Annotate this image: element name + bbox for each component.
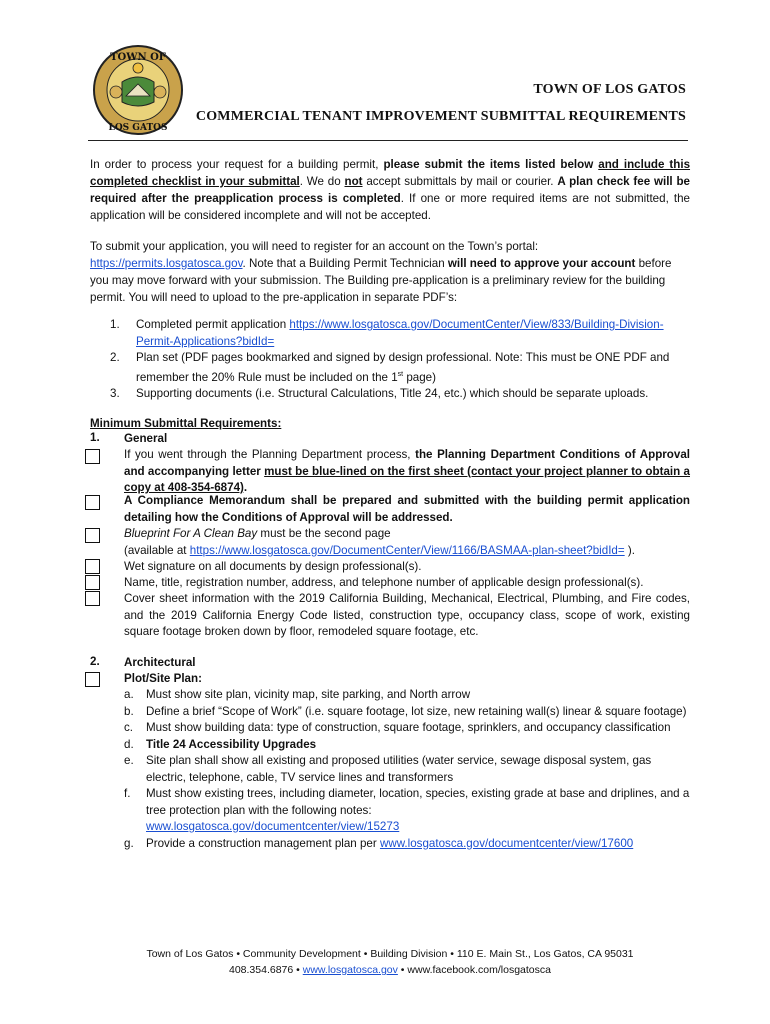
section-number-architectural: 2. (90, 655, 100, 668)
header-divider (88, 140, 688, 141)
list-item: 2. Plan set (PDF pages bookmarked and signed by design professional. Note: This must be ONE PDF and remember the 20% Rule must be included on the 1st page) (110, 351, 670, 384)
checkbox-wet-signature[interactable] (85, 559, 100, 574)
section-title-architectural: Architectural (124, 656, 196, 669)
upload-steps-list (110, 317, 690, 402)
tree-protection-link[interactable]: www.losgatosca.gov/documentcenter/view/15273 (146, 820, 400, 833)
general-item-design-professional: Name, title, registration number, address, and telephone number of applicable design professional(s). (124, 576, 644, 589)
checkbox-planning-conditions[interactable] (85, 449, 100, 464)
minimum-requirements-heading: Minimum Submittal Requirements: (90, 417, 282, 430)
list-item: d. Title 24 Accessibility Upgrades (124, 737, 317, 751)
intro-paragraph-1: In order to process your request for a building permit, please submit the items listed below and include this completed checklist in your submittal. We do not accept submittals by mail or courier. A plan check fee will be required after the preapplication process is completed. If one or more required items are not submitted, the application will be considered incomplete and will not be accepted. (90, 158, 691, 222)
general-item-wet-signature: Wet signature on all documents by design professional(s). (124, 560, 422, 573)
list-item: f. Must show existing trees, including diameter, location, species, existing grade at base and driplines, and a tree protection plan with the following notes: www.losgatosca.gov/documentcenter/view/15273 (124, 787, 690, 833)
section-number-general: 1. (90, 431, 100, 444)
svg-text:TOWN OF: TOWN OF (110, 52, 166, 63)
portal-link[interactable]: https://permits.losgatosca.gov (90, 257, 243, 270)
plot-site-plan-heading: Plot/Site Plan: (124, 672, 202, 685)
checkbox-plot-site-plan[interactable] (85, 672, 100, 687)
list-item: b. Define a brief “Scope of Work” (i.e. square footage, lot size, new retaining wall(s) linear & square footage) (124, 704, 687, 718)
list-item: 3. Supporting documents (i.e. Structural Calculations, Title 24, etc.) which should be separate uploads. (110, 386, 649, 400)
footer-contact: 408.354.6876 • www.losgatosca.gov • www.facebook.com/losgatosca (229, 964, 551, 976)
intro-paragraph-2: To submit your application, you will need to register for an account on the Town’s portal: https://permits.losgatosca.gov. Note that a Building Permit Technician will need to approve your account before you may move forward with your submission. The Building pre-application is a preliminary review for the building permit. You will need to upload to the pre-application in separate PDF’s: (90, 240, 672, 304)
town-seal-logo (92, 44, 184, 136)
list-item: c. Must show building data: type of construction, square footage, sprinklers, and occupancy classification (124, 721, 671, 734)
general-item-compliance-memo: A Compliance Memorandum shall be prepared and submitted with the building permit application detailing how the Conditions of Approval will be addressed. (124, 494, 690, 524)
general-item-clean-bay: Blueprint For A Clean Bay must be the second page (available at https://www.losgatosca.gov/DocumentCenter/View/1166/BASMAA-plan-sheet?bidId= ). (124, 527, 635, 557)
construction-management-link[interactable]: www.losgatosca.gov/documentcenter/view/17600 (379, 836, 634, 850)
section-title-general: General (124, 432, 168, 445)
footer (90, 946, 690, 978)
document-title: COMMERCIAL TENANT IMPROVEMENT SUBMITTAL REQUIREMENTS (195, 109, 686, 124)
list-item: a. Must show site plan, vicinity map, site parking, and North arrow (124, 688, 471, 701)
checkbox-design-professional[interactable] (85, 575, 100, 590)
checkbox-cover-sheet[interactable] (85, 591, 100, 606)
checkbox-clean-bay[interactable] (85, 528, 100, 543)
permit-application-link[interactable]: https://www.losgatosca.gov/DocumentCenter/View/833/Building-Division-Permit-Applications?bidId= (136, 318, 664, 348)
site-plan-list (124, 687, 690, 852)
general-item-cover-sheet: Cover sheet information with the 2019 California Building, Mechanical, Electrical, Plumbing, and Fire codes, and the 2019 California Energy Code listed, construction type, occupancy class, scope of work, existing square footage broken down by floor, remodeled square footage, etc. (124, 592, 690, 638)
clean-bay-link[interactable]: https://www.losgatosca.gov/DocumentCenter/View/1166/BASMAA-plan-sheet?bidId= (189, 543, 625, 557)
general-item-planning-conditions: If you went through the Planning Department process, the Planning Department Conditions of Approval and accompanying letter must be blue-lined on the first sheet (contact your project planner to obtain a copy at 408-354-6874). (124, 448, 690, 494)
list-item: g. Provide a construction management plan per www.losgatosca.gov/documentcenter/view/17600 (124, 836, 634, 850)
checkbox-compliance-memo[interactable] (85, 495, 100, 510)
footer-address: Town of Los Gatos • Community Development • Building Division • 110 E. Main St., Los Gatos, CA 95031 (146, 948, 634, 960)
town-website-link[interactable]: www.losgatosca.gov (302, 964, 398, 976)
svg-text:LOS GATOS: LOS GATOS (108, 123, 168, 133)
list-item: e. Site plan shall show all existing and proposed utilities (water service, sewage disposal system, gas electric, telephone, cable, TV service lines and transformers (124, 754, 652, 784)
list-item: 1. Completed permit application https://www.losgatosca.gov/DocumentCenter/View/833/Building-Division-Permit-Applications?bidId= (110, 318, 664, 348)
town-title: TOWN OF LOS GATOS (533, 82, 686, 97)
